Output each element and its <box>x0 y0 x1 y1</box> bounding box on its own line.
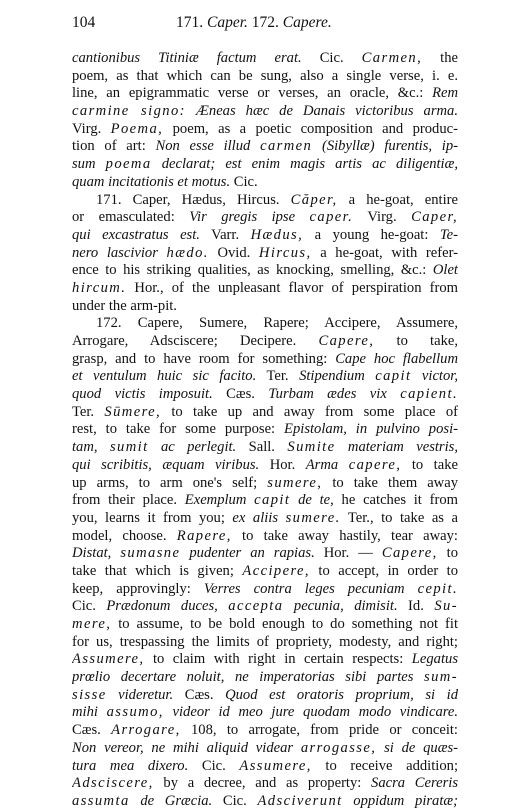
spaced-term: poema <box>105 156 152 173</box>
text-run: Varr. <box>199 226 251 243</box>
italic-run: videor id meo jure quodam modo vindicare. <box>163 704 458 721</box>
text-line <box>72 174 458 192</box>
italic-run: tam, <box>72 439 110 456</box>
spaced-term: accepta <box>228 598 284 615</box>
spaced-term: Capere, <box>318 333 375 349</box>
text-run: Ovid. <box>208 244 259 261</box>
italic-run: Olet <box>432 262 458 279</box>
text-line <box>72 351 458 369</box>
text-run: a he-goat, entire <box>337 191 458 208</box>
text-run: Cic. <box>301 50 362 66</box>
text-run: grasp, and to have room for something: <box>72 350 336 367</box>
text-line <box>72 545 458 563</box>
text-run: to accept, in order to <box>309 562 458 579</box>
italic-run: Æneas hæc de Danais victoribus arma. <box>185 103 458 120</box>
italic-run: victor, <box>411 368 458 385</box>
text-run: Cæs. <box>72 722 112 739</box>
page-number: 104 <box>72 14 96 31</box>
text-line <box>72 50 458 68</box>
spaced-term: Adsciscere, <box>72 775 154 792</box>
text-run: a young he-goat: <box>303 226 440 243</box>
text-run: take that which is given; <box>72 562 243 579</box>
text-line <box>72 68 458 86</box>
text-line <box>72 315 458 333</box>
text-run: Cæs. <box>173 686 226 703</box>
text-line <box>72 740 458 758</box>
text-line <box>72 209 458 227</box>
italic-run: Arma <box>305 456 349 473</box>
text-run: model, choose. <box>72 527 177 544</box>
text-run: Cæs. <box>212 386 269 403</box>
italic-run: Sacra Cereris <box>371 775 458 792</box>
italic-run: oppidum piratæ; <box>342 792 458 809</box>
spaced-term: sumit <box>109 439 149 456</box>
text-run: or emasculated: <box>72 209 190 226</box>
text-line <box>72 439 458 457</box>
text-run: Hor. <box>259 456 306 473</box>
spaced-term: Arrogare, <box>111 722 181 739</box>
spaced-term: Capere, <box>381 545 438 562</box>
spaced-term: caper. <box>309 209 354 226</box>
text-line <box>72 634 458 652</box>
text-run: under the arm-pit. <box>72 297 177 314</box>
text-run: to claim with right in certain respects: <box>144 651 412 668</box>
spaced-term: Caper, <box>411 209 458 226</box>
italic-run: quod victis imposuit. <box>72 386 213 403</box>
text-run: to take them away <box>322 474 458 491</box>
text-line <box>72 280 458 298</box>
spaced-term: capit <box>375 368 412 385</box>
spaced-term: mere, <box>72 616 112 632</box>
text-run: Hor., of the unpleasant flavor of perspiration from <box>126 279 458 296</box>
italic-run: qui excastratus est. <box>72 226 200 243</box>
text-run: Hor. — <box>314 545 382 562</box>
text-run: to assume, to be bold enough to do something not fit <box>111 616 458 632</box>
text-run: to take away hastily, tear away: <box>231 527 458 544</box>
text-run: rest, to take for some purpose: <box>72 421 285 438</box>
text-run: Ter. <box>72 403 105 420</box>
page-body <box>72 50 458 811</box>
text-line <box>72 245 458 263</box>
text-run: from their place. <box>72 492 185 509</box>
text-run: to <box>437 545 458 562</box>
spaced-term: Sūmere, <box>104 403 162 420</box>
text-line <box>72 563 458 581</box>
text-run: Arrogare, Adsciscere; Decipere. <box>72 333 319 349</box>
text-line <box>72 598 458 616</box>
spaced-term: carmen <box>260 138 313 155</box>
text-line <box>72 651 458 669</box>
italic-run: Exemplum <box>184 492 255 509</box>
spaced-term: Carmen, <box>361 50 423 66</box>
text-run: Virg. <box>72 120 111 137</box>
text-line <box>72 758 458 776</box>
text-line <box>72 475 458 493</box>
italic-run: de te, <box>290 492 334 509</box>
text-line <box>72 192 458 210</box>
italic-run: Turbam ædes vix <box>268 386 401 403</box>
text-line <box>72 298 458 316</box>
italic-run: materiam vestris, <box>335 439 458 456</box>
spaced-term: Hircus, <box>258 244 312 261</box>
italic-run: Te- <box>439 226 458 243</box>
text-line <box>72 492 458 510</box>
spaced-term: arrogasse, <box>300 739 377 756</box>
italic-run: sum <box>72 156 106 173</box>
italic-run: Epistolam, in pulvino posi- <box>284 421 458 438</box>
spaced-term: Assumere, <box>239 757 312 774</box>
text-run: line, an epigrammatic verse or verses, an oracle, &c.: <box>72 85 433 102</box>
spaced-term: sumasne <box>120 545 181 562</box>
spaced-term: capere, <box>348 456 402 473</box>
italic-run: de Græcia. <box>129 792 213 809</box>
text-line <box>72 616 458 634</box>
text-line <box>72 581 458 599</box>
text-run: tion of art: <box>72 138 156 155</box>
italic-run: Verres contra leges pecuniam <box>203 580 418 597</box>
text-line <box>72 421 458 439</box>
text-run: keep, approvingly: <box>72 580 204 597</box>
spaced-term: hædo. <box>166 244 209 261</box>
italic-run: prœlio decertare noluit, ne imperatorias sibi partes <box>72 669 425 686</box>
italic-run: si de quæs- <box>376 739 458 756</box>
text-line <box>72 528 458 546</box>
text-run: to take, <box>374 333 458 349</box>
italic-run: tura mea dixero. <box>72 757 189 774</box>
italic-run: ex aliis <box>232 509 286 526</box>
italic-run: nero lascivior <box>72 244 167 261</box>
spaced-term: sum- <box>424 669 458 686</box>
italic-run: ac perlegit. <box>148 439 237 456</box>
spaced-term: assumta <box>72 792 130 809</box>
text-run: the <box>422 50 458 66</box>
text-line <box>72 386 458 404</box>
spaced-term: capient. <box>400 386 458 403</box>
text-line <box>72 227 458 245</box>
text-run: poem, as that which can be sung, also a single verse, i. e. <box>72 67 458 84</box>
italic-run: pudenter an rapias. <box>180 545 315 562</box>
running-title-word1: Caper. <box>207 14 248 31</box>
italic-run: Stipendium <box>299 368 376 385</box>
spaced-term: cepit. <box>417 580 458 597</box>
text-run: for us, trespassing the limits of propriety, modesty, and right; <box>72 633 458 650</box>
text-run: Cic. <box>188 757 240 774</box>
text-run: to take <box>401 456 458 473</box>
italic-run: Cape hoc flabellum <box>335 350 458 367</box>
spaced-term: hircum. <box>72 279 127 296</box>
italic-run: Vir gregis ipse <box>189 209 310 226</box>
italic-run: (Sibyllæ) furentis, ip- <box>312 138 458 155</box>
text-line <box>72 333 458 351</box>
italic-run: qui scribitis, æquam viribus. <box>72 456 260 473</box>
spaced-term: Adsciverunt <box>257 792 343 809</box>
running-title-word2: Capere. <box>282 14 332 31</box>
italic-run: pecunia, dimisit. <box>283 598 398 615</box>
spaced-term: Su- <box>434 598 458 615</box>
text-line <box>72 138 458 156</box>
text-run: 172. Capere, Sumere, Rapere; Accipere, Assumere, <box>96 315 458 332</box>
italic-run: videretur. <box>106 686 174 703</box>
text-line <box>72 510 458 528</box>
text-run: Ter., to take as a <box>340 509 458 526</box>
text-run: poem, as a poetic composition and produc- <box>163 120 458 137</box>
italic-run: Legatus <box>411 651 458 668</box>
text-line <box>72 103 458 121</box>
text-run: ence to his striking qualities, as knocking, smelling, &c.: <box>72 262 433 279</box>
text-run: Cic. <box>72 598 107 615</box>
text-run: 108, to arrogate, from pride or conceit: <box>180 722 458 739</box>
running-title-mid: 172. <box>251 14 279 31</box>
text-line <box>72 368 458 386</box>
italic-run: Distat, <box>72 545 121 562</box>
text-line <box>72 669 458 687</box>
text-line <box>72 722 458 740</box>
text-line <box>72 262 458 280</box>
spaced-term: sisse <box>72 686 107 703</box>
text-line <box>72 775 458 793</box>
text-run: Ter. <box>256 368 300 385</box>
text-run: a he-goat, with refer- <box>311 244 458 261</box>
text-run: Sall. <box>236 439 288 456</box>
italic-run: mihi <box>72 704 107 721</box>
text-line <box>72 85 458 103</box>
italic-run: et ventulum huic sic facito. <box>72 368 257 385</box>
text-run: 171. Caper, Hædus, Hircus. <box>96 191 291 208</box>
text-run: to take up and away from some place of <box>161 403 458 420</box>
spaced-term: Poema, <box>110 120 164 137</box>
italic-run: quam incitationis et motus. <box>72 173 231 190</box>
text-run: Id. <box>397 598 435 615</box>
text-run: Cic. <box>212 792 258 809</box>
spaced-term: Assumere, <box>72 651 145 668</box>
spaced-term: sumere. <box>285 509 341 526</box>
italic-run: Non vereor, ne mihi aliquid videar <box>72 739 301 756</box>
spaced-term: Hædus, <box>250 226 304 243</box>
text-line <box>72 793 458 811</box>
italic-run: Non esse illud <box>155 138 261 155</box>
running-header <box>72 14 458 36</box>
spaced-term: Căper, <box>290 191 338 208</box>
running-title-prefix: 171. <box>176 14 204 31</box>
spaced-term: Sumite <box>287 439 336 456</box>
text-line <box>72 687 458 705</box>
text-run: Virg. <box>353 209 412 226</box>
text-run: by a decree, and as property: <box>153 775 372 792</box>
text-run: to receive addition; <box>311 757 458 774</box>
running-title <box>176 14 332 32</box>
text-run: he catches it from <box>333 492 458 509</box>
text-run: you, learns it from you; <box>72 509 233 526</box>
text-line <box>72 404 458 422</box>
spaced-term: Accipere, <box>242 562 310 579</box>
spaced-term: sumere, <box>267 474 323 491</box>
text-line <box>72 121 458 139</box>
italic-run: Prædonum duces, <box>106 598 229 615</box>
text-line <box>72 457 458 475</box>
spaced-term: assumo, <box>106 704 164 721</box>
italic-run: Rem <box>432 85 458 102</box>
italic-run: Quod est oratoris proprium, si id <box>225 686 458 703</box>
text-line <box>72 156 458 174</box>
spaced-term: Rapere, <box>176 527 232 544</box>
italic-run: declarat; est enim magis artis ac diligentiæ, <box>151 156 458 173</box>
text-run: up arms, to arm one's self; <box>72 474 268 491</box>
spaced-term: capit <box>254 492 291 509</box>
text-run: Cic. <box>230 173 258 190</box>
text-line <box>72 704 458 722</box>
spaced-term: carmine signo: <box>72 103 186 120</box>
italic-run: cantionibus Titiniæ factum erat. <box>72 50 302 66</box>
